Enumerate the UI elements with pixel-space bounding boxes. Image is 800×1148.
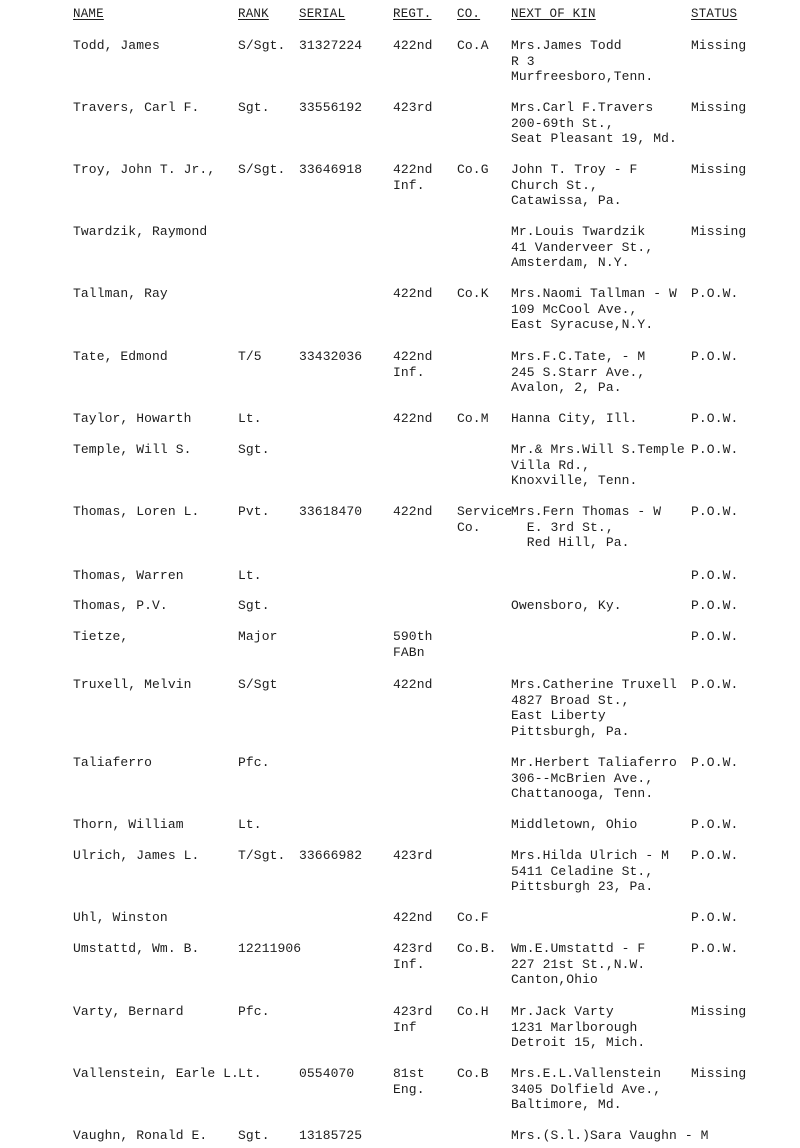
next-of-kin-cell: Mrs.Naomi Tallman - W 109 McCool Ave., East Syracuse,N.Y. <box>511 286 677 333</box>
header-co: CO. <box>457 7 481 21</box>
regiment-cell: 422nd <box>393 411 433 426</box>
regiment-cell: 422nd <box>393 677 433 692</box>
next-of-kin-cell: Mrs.Catherine Truxell 4827 Broad St., East Liberty Pittsburgh, Pa. <box>511 677 677 739</box>
serial-cell: 33618470 <box>299 504 363 519</box>
rank-cell: S/Sgt. <box>238 38 286 53</box>
status-cell: P.O.W. <box>691 411 739 426</box>
status-cell: Missing <box>691 38 747 53</box>
serial-cell: 33666982 <box>299 848 363 863</box>
rank-cell: T/5 <box>238 349 262 364</box>
status-cell: P.O.W. <box>691 677 739 692</box>
regiment-cell: 590th FABn <box>393 629 433 660</box>
header-status: STATUS <box>691 7 738 21</box>
company-cell: Co.H <box>457 1004 489 1019</box>
rank-cell: Pfc. <box>238 755 270 770</box>
regiment-cell: 422nd <box>393 38 433 53</box>
status-cell: P.O.W. <box>691 848 739 863</box>
status-cell: P.O.W. <box>691 286 739 301</box>
regiment-cell: 423rd Inf. <box>393 941 433 972</box>
regiment-cell: 81st Eng. <box>393 1066 425 1097</box>
regiment-cell: 423rd <box>393 848 433 863</box>
name-cell: Troy, John T. Jr., <box>73 162 216 177</box>
next-of-kin-cell: Mrs.Carl F.Travers 200-69th St., Seat Pleasant 19, Md. <box>511 100 677 147</box>
company-cell: Co.M <box>457 411 489 426</box>
next-of-kin-cell: Mr.Louis Twardzik 41 Vanderveer St., Amsterdam, N.Y. <box>511 224 654 271</box>
rank-cell: 12211906 <box>238 941 302 956</box>
next-of-kin-cell: Mr.Jack Varty 1231 Marlborough Detroit 15, Mich. <box>511 1004 646 1051</box>
rank-cell: Sgt. <box>238 1128 270 1143</box>
rank-cell: S/Sgt <box>238 677 278 692</box>
serial-cell: 33556192 <box>299 100 363 115</box>
rank-cell: S/Sgt. <box>238 162 286 177</box>
name-cell: Thomas, Warren <box>73 568 184 583</box>
next-of-kin-cell: Wm.E.Umstattd - F 227 21st St.,N.W. Canton,Ohio <box>511 941 646 988</box>
name-cell: Umstattd, Wm. B. <box>73 941 200 956</box>
name-cell: Thorn, William <box>73 817 184 832</box>
name-cell: Ulrich, James L. <box>73 848 200 863</box>
rank-cell: Pfc. <box>238 1004 270 1019</box>
name-cell: Tietze, <box>73 629 129 644</box>
status-cell: Missing <box>691 1066 747 1081</box>
next-of-kin-cell: Mrs.E.L.Vallenstein 3405 Dolfield Ave., Baltimore, Md. <box>511 1066 662 1113</box>
next-of-kin-cell: Mrs.Hilda Ulrich - M 5411 Celadine St., Pittsburgh 23, Pa. <box>511 848 670 895</box>
rank-cell: Sgt. <box>238 598 270 613</box>
status-cell: P.O.W. <box>691 442 739 457</box>
status-cell: P.O.W. <box>691 755 739 770</box>
rank-cell: Lt. <box>238 411 262 426</box>
regiment-cell: 423rd Inf <box>393 1004 433 1035</box>
regiment-cell: 422nd Inf. <box>393 162 433 193</box>
status-cell: P.O.W. <box>691 817 739 832</box>
header-serial: SERIAL <box>299 7 346 21</box>
name-cell: Travers, Carl F. <box>73 100 200 115</box>
status-cell: P.O.W. <box>691 910 739 925</box>
next-of-kin-cell: Mr.& Mrs.Will S.Temple Villa Rd., Knoxville, Tenn. <box>511 442 685 489</box>
name-cell: Tallman, Ray <box>73 286 168 301</box>
status-cell: Missing <box>691 224 747 239</box>
next-of-kin-cell: Mrs.F.C.Tate, - M 245 S.Starr Ave., Avalon, 2, Pa. <box>511 349 646 396</box>
rank-cell: Lt. <box>238 1066 262 1081</box>
name-cell: Vaughn, Ronald E. <box>73 1128 208 1143</box>
next-of-kin-cell: Mrs.Fern Thomas - W E. 3rd St., Red Hill, Pa. <box>511 504 662 551</box>
name-cell: Thomas, P.V. <box>73 598 168 613</box>
name-cell: Truxell, Melvin <box>73 677 192 692</box>
status-cell: P.O.W. <box>691 349 739 364</box>
name-cell: Todd, James <box>73 38 160 53</box>
regiment-cell: 422nd <box>393 910 433 925</box>
header-rank: RANK <box>238 7 269 21</box>
rank-cell: T/Sgt. <box>238 848 286 863</box>
next-of-kin-cell: Hanna City, Ill. <box>511 411 638 426</box>
rank-cell: Pvt. <box>238 504 270 519</box>
name-cell: Temple, Will S. <box>73 442 192 457</box>
status-cell: P.O.W. <box>691 568 739 583</box>
regiment-cell: 422nd <box>393 504 433 519</box>
company-cell: Co.A <box>457 38 489 53</box>
status-cell: Missing <box>691 1004 747 1019</box>
next-of-kin-cell: Owensboro, Ky. <box>511 598 622 613</box>
regiment-cell: 423rd <box>393 100 433 115</box>
next-of-kin-cell: Middletown, Ohio <box>511 817 638 832</box>
status-cell: P.O.W. <box>691 504 739 519</box>
name-cell: Thomas, Loren L. <box>73 504 200 519</box>
status-cell: P.O.W. <box>691 629 739 644</box>
name-cell: Twardzik, Raymond <box>73 224 208 239</box>
name-cell: Vallenstein, Earle L. <box>73 1066 239 1081</box>
company-cell: Co.G <box>457 162 489 177</box>
company-cell: Co.K <box>457 286 489 301</box>
status-cell: Missing <box>691 100 747 115</box>
status-cell: Missing <box>691 162 747 177</box>
next-of-kin-cell: Mrs.(S.l.)Sara Vaughn - M <box>511 1128 709 1143</box>
header-name: NAME <box>73 7 104 21</box>
rank-cell: Sgt. <box>238 442 270 457</box>
serial-cell: 0554070 <box>299 1066 355 1081</box>
company-cell: Co.B <box>457 1066 489 1081</box>
company-cell: Co.F <box>457 910 489 925</box>
name-cell: Taliaferro <box>73 755 153 770</box>
status-cell: P.O.W. <box>691 941 739 956</box>
next-of-kin-cell: John T. Troy - F Church St., Catawissa, Pa. <box>511 162 638 209</box>
serial-cell: 33432036 <box>299 349 363 364</box>
rank-cell: Sgt. <box>238 100 270 115</box>
rank-cell: Lt. <box>238 568 262 583</box>
header-regt: REGT. <box>393 7 432 21</box>
serial-cell: 31327224 <box>299 38 363 53</box>
company-cell: Co.B. <box>457 941 497 956</box>
name-cell: Varty, Bernard <box>73 1004 184 1019</box>
header-next-of-kin: NEXT OF KIN <box>511 7 596 21</box>
status-cell: P.O.W. <box>691 598 739 613</box>
serial-cell: 13185725 <box>299 1128 363 1143</box>
regiment-cell: 422nd Inf. <box>393 349 433 380</box>
rank-cell: Major <box>238 629 278 644</box>
rank-cell: Lt. <box>238 817 262 832</box>
next-of-kin-cell: Mr.Herbert Taliaferro 306--McBrien Ave., Chattanooga, Tenn. <box>511 755 677 802</box>
company-cell: Service Co. <box>457 504 513 535</box>
regiment-cell: 422nd <box>393 286 433 301</box>
name-cell: Tate, Edmond <box>73 349 168 364</box>
name-cell: Taylor, Howarth <box>73 411 192 426</box>
name-cell: Uhl, Winston <box>73 910 168 925</box>
serial-cell: 33646918 <box>299 162 363 177</box>
next-of-kin-cell: Mrs.James Todd R 3 Murfreesboro,Tenn. <box>511 38 654 85</box>
